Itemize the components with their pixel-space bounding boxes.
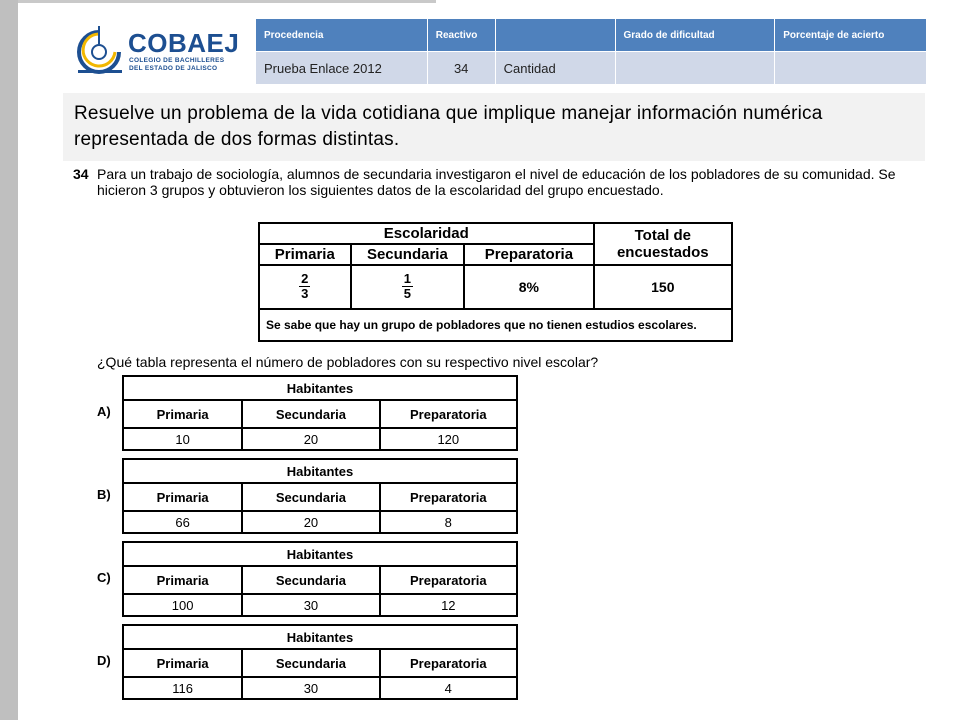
topic-value: Cantidad	[495, 52, 615, 85]
option-b-col-primaria: Primaria	[123, 483, 242, 511]
header-data-row	[256, 52, 927, 85]
logo-wordmark: COBAEJ	[128, 28, 240, 58]
option-d-col-preparatoria: Preparatoria	[380, 649, 517, 677]
option-a-letter: A)	[97, 404, 111, 419]
table-note: Se sabe que hay un grupo de pobladores que no tienen estudios escolares.	[259, 309, 732, 341]
primaria-denominator: 3	[301, 285, 309, 301]
header-cell-porcentaje: Porcentaje de acierto	[775, 19, 927, 52]
option-d-letter: D)	[97, 653, 111, 668]
total-header: Total de encuestados	[594, 223, 732, 265]
secundaria-denominator: 5	[403, 285, 411, 301]
total-value: 150	[594, 265, 732, 309]
primaria-fraction	[259, 265, 351, 309]
option-a-table[interactable]	[122, 375, 518, 451]
option-b-preparatoria-value: 8	[380, 511, 517, 533]
schooling-header: Escolaridad	[259, 223, 594, 244]
objective-text: Resuelve un problema de la vida cotidiana que implique manejar información numérica representada de dos formas distintas.	[74, 103, 823, 150]
preparatoria-value: 8%	[464, 265, 593, 309]
option-c-preparatoria-value: 12	[380, 594, 517, 616]
question-prompt: ¿Qué tabla representa el número de pobladores con su respectivo nivel escolar?	[97, 354, 599, 370]
left-margin-bar	[0, 0, 18, 720]
secundaria-fraction	[351, 265, 465, 309]
option-c-col-primaria: Primaria	[123, 566, 242, 594]
option-d-col-primaria: Primaria	[123, 649, 242, 677]
option-c-col-secundaria: Secundaria	[242, 566, 379, 594]
option-d-secundaria-value: 30	[242, 677, 379, 699]
grado-value	[615, 52, 775, 85]
option-c-letter: C)	[97, 570, 111, 585]
header-cell-reactivo: Reactivo	[427, 19, 495, 52]
option-b-col-secundaria: Secundaria	[242, 483, 379, 511]
cobaej-logo	[72, 24, 240, 76]
col-primaria: Primaria	[259, 244, 351, 265]
porcentaje-value	[775, 52, 927, 85]
option-b-table[interactable]	[122, 458, 518, 534]
option-c-col-preparatoria: Preparatoria	[380, 566, 517, 594]
col-secundaria: Secundaria	[351, 244, 465, 265]
option-a-title: Habitantes	[123, 376, 517, 400]
header-row	[256, 19, 927, 52]
header-cell-grado: Grado de dificultad	[615, 19, 775, 52]
header-cell-empty	[495, 19, 615, 52]
schooling-table	[258, 222, 733, 342]
option-c-table[interactable]	[122, 541, 518, 617]
logo-subline-2: DEL ESTADO DE JALISCO	[129, 65, 218, 72]
option-c-secundaria-value: 30	[242, 594, 379, 616]
option-d-table[interactable]	[122, 624, 518, 700]
option-d-col-secundaria: Secundaria	[242, 649, 379, 677]
option-a-col-primaria: Primaria	[123, 400, 242, 428]
col-preparatoria: Preparatoria	[464, 244, 593, 265]
question-text: Para un trabajo de sociología, alumnos de secundaria investigaron el nivel de educación de los pobladores de su comunidad. Se hicieron 3 grupos y obtuvieron los siguientes datos de la escolaridad del grupo encuestado.	[97, 166, 896, 198]
option-d-primaria-value: 116	[123, 677, 242, 699]
option-b-primaria-value: 66	[123, 511, 242, 533]
option-a-col-secundaria: Secundaria	[242, 400, 379, 428]
logo-subline-1: COLEGIO DE BACHILLERES	[129, 57, 225, 64]
option-b-col-preparatoria: Preparatoria	[380, 483, 517, 511]
header-table	[255, 18, 927, 85]
option-a-primaria-value: 10	[123, 428, 242, 450]
option-a-col-preparatoria: Preparatoria	[380, 400, 517, 428]
reactivo-value: 34	[427, 52, 495, 85]
option-d-title: Habitantes	[123, 625, 517, 649]
option-c-primaria-value: 100	[123, 594, 242, 616]
option-b-title: Habitantes	[123, 459, 517, 483]
option-d-preparatoria-value: 4	[380, 677, 517, 699]
objective-banner	[63, 93, 925, 161]
cobaej-emblem-icon	[72, 24, 126, 76]
question-number: 34	[73, 166, 89, 182]
secundaria-numerator: 1	[403, 270, 411, 286]
top-strip	[18, 0, 436, 3]
primaria-numerator: 2	[301, 270, 309, 286]
option-b-letter: B)	[97, 487, 111, 502]
header-cell-procedencia: Procedencia	[256, 19, 428, 52]
option-c-title: Habitantes	[123, 542, 517, 566]
option-a-preparatoria-value: 120	[380, 428, 517, 450]
option-b-secundaria-value: 20	[242, 511, 379, 533]
option-a-secundaria-value: 20	[242, 428, 379, 450]
procedencia-value: Prueba Enlace 2012	[256, 52, 428, 85]
